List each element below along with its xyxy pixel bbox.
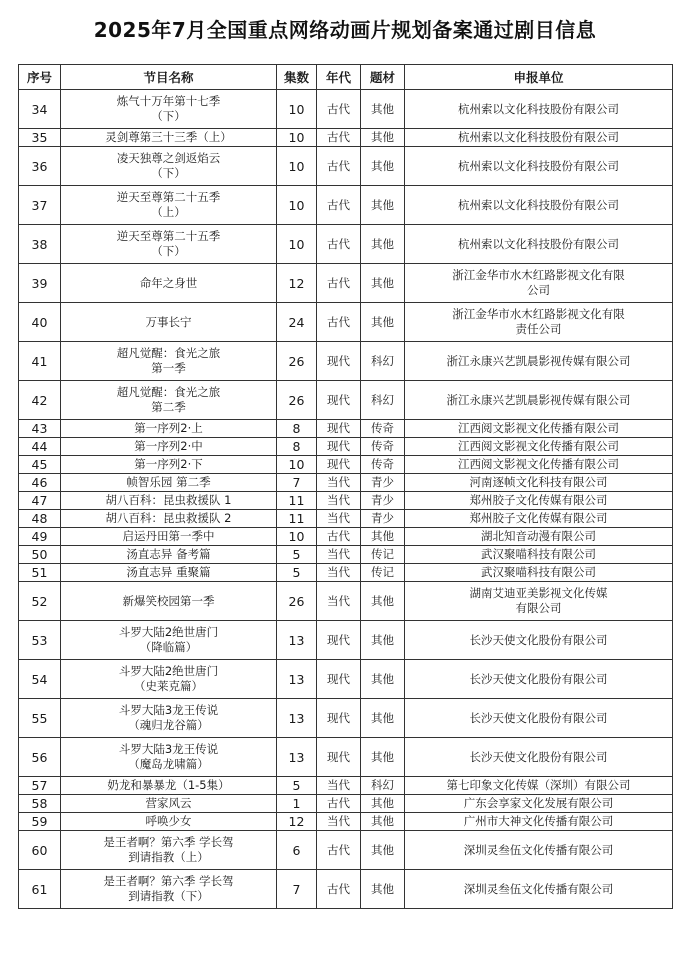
- cell-episodes: 13: [277, 660, 317, 699]
- cell-unit: 长沙天使文化股份有限公司: [405, 660, 673, 699]
- cell-seq: 39: [19, 264, 61, 303]
- table-row: [19, 147, 673, 186]
- cell-name: 第一序列2·上: [61, 420, 277, 438]
- table-row: [19, 129, 673, 147]
- cell-unit: 郑州胶子文化传媒有限公司: [405, 492, 673, 510]
- table-row: [19, 777, 673, 795]
- cell-seq: 45: [19, 456, 61, 474]
- cell-episodes: 5: [277, 546, 317, 564]
- cell-name: 超凡觉醒：食光之旅 第一季: [61, 342, 277, 381]
- cell-genre: 其他: [361, 795, 405, 813]
- header-seq: 序号: [19, 65, 61, 90]
- cell-episodes: 10: [277, 528, 317, 546]
- cell-seq: 48: [19, 510, 61, 528]
- cell-genre: 传奇: [361, 438, 405, 456]
- cell-episodes: 26: [277, 381, 317, 420]
- cell-era: 现代: [317, 738, 361, 777]
- cell-unit: 浙江金华市水木红路影视文化有限 责任公司: [405, 303, 673, 342]
- cell-seq: 36: [19, 147, 61, 186]
- cell-seq: 43: [19, 420, 61, 438]
- cell-era: 古代: [317, 528, 361, 546]
- cell-episodes: 13: [277, 738, 317, 777]
- cell-seq: 47: [19, 492, 61, 510]
- header-genre: 题材: [361, 65, 405, 90]
- cell-era: 现代: [317, 438, 361, 456]
- cell-genre: 传奇: [361, 420, 405, 438]
- cell-unit: 广州市大神文化传播有限公司: [405, 813, 673, 831]
- table-row: [19, 870, 673, 909]
- cell-seq: 51: [19, 564, 61, 582]
- cell-name: 逆天至尊第二十五季 （上）: [61, 186, 277, 225]
- cell-episodes: 10: [277, 456, 317, 474]
- cell-name: 万事长宁: [61, 303, 277, 342]
- cell-seq: 44: [19, 438, 61, 456]
- cell-episodes: 10: [277, 225, 317, 264]
- cell-name: 斗罗大陆2绝世唐门 （史莱克篇）: [61, 660, 277, 699]
- cell-era: 现代: [317, 621, 361, 660]
- table-row: [19, 510, 673, 528]
- table-row: [19, 456, 673, 474]
- cell-seq: 37: [19, 186, 61, 225]
- cell-era: 现代: [317, 660, 361, 699]
- cell-name: 呼唤少女: [61, 813, 277, 831]
- cell-unit: 江西阅文影视文化传播有限公司: [405, 456, 673, 474]
- cell-name: 奶龙和暴暴龙（1-5集）: [61, 777, 277, 795]
- table-row: [19, 90, 673, 129]
- cell-era: 古代: [317, 147, 361, 186]
- cell-name: 超凡觉醒：食光之旅 第二季: [61, 381, 277, 420]
- cell-episodes: 1: [277, 795, 317, 813]
- cell-unit: 浙江永康兴艺凯晨影视传媒有限公司: [405, 381, 673, 420]
- cell-era: 当代: [317, 510, 361, 528]
- cell-name: 新爆笑校园第一季: [61, 582, 277, 621]
- cell-era: 古代: [317, 90, 361, 129]
- cell-era: 当代: [317, 813, 361, 831]
- cell-episodes: 8: [277, 438, 317, 456]
- header-unit: 申报单位: [405, 65, 673, 90]
- cell-genre: 其他: [361, 129, 405, 147]
- header-name: 节目名称: [61, 65, 277, 90]
- header-row: [19, 65, 673, 90]
- cell-genre: 其他: [361, 738, 405, 777]
- cell-seq: 52: [19, 582, 61, 621]
- cell-name: 斗罗大陆3龙王传说 （魂归龙谷篇）: [61, 699, 277, 738]
- records-table: [18, 64, 673, 909]
- cell-seq: 59: [19, 813, 61, 831]
- cell-unit: 郑州胶子文化传媒有限公司: [405, 510, 673, 528]
- cell-episodes: 5: [277, 564, 317, 582]
- cell-genre: 其他: [361, 621, 405, 660]
- cell-era: 现代: [317, 699, 361, 738]
- cell-unit: 江西阅文影视文化传播有限公司: [405, 420, 673, 438]
- cell-episodes: 10: [277, 129, 317, 147]
- table-row: [19, 813, 673, 831]
- cell-era: 古代: [317, 186, 361, 225]
- cell-episodes: 6: [277, 831, 317, 870]
- cell-seq: 40: [19, 303, 61, 342]
- cell-unit: 浙江金华市水木红路影视文化有限 公司: [405, 264, 673, 303]
- cell-name: 胡八百科：昆虫救援队 2: [61, 510, 277, 528]
- cell-genre: 其他: [361, 225, 405, 264]
- cell-episodes: 24: [277, 303, 317, 342]
- cell-era: 当代: [317, 777, 361, 795]
- cell-name: 逆天至尊第二十五季 （下）: [61, 225, 277, 264]
- cell-name: 胡八百科：昆虫救援队 1: [61, 492, 277, 510]
- cell-episodes: 13: [277, 699, 317, 738]
- cell-unit: 长沙天使文化股份有限公司: [405, 699, 673, 738]
- cell-unit: 湖北知音动漫有限公司: [405, 528, 673, 546]
- cell-episodes: 11: [277, 492, 317, 510]
- cell-unit: 江西阅文影视文化传播有限公司: [405, 438, 673, 456]
- table-row: [19, 660, 673, 699]
- cell-era: 古代: [317, 831, 361, 870]
- cell-era: 古代: [317, 264, 361, 303]
- cell-episodes: 12: [277, 264, 317, 303]
- cell-name: 汤直志异 备考篇: [61, 546, 277, 564]
- cell-episodes: 8: [277, 420, 317, 438]
- cell-seq: 58: [19, 795, 61, 813]
- table-body: [19, 90, 673, 909]
- cell-seq: 50: [19, 546, 61, 564]
- cell-seq: 41: [19, 342, 61, 381]
- cell-era: 现代: [317, 456, 361, 474]
- cell-genre: 科幻: [361, 777, 405, 795]
- page-title: 2025年7月全国重点网络动画片规划备案通过剧目信息: [93, 18, 597, 42]
- cell-genre: 其他: [361, 186, 405, 225]
- cell-seq: 38: [19, 225, 61, 264]
- table-row: [19, 438, 673, 456]
- table-row: [19, 546, 673, 564]
- cell-genre: 其他: [361, 264, 405, 303]
- cell-name: 炼气十万年第十七季 （下）: [61, 90, 277, 129]
- cell-episodes: 26: [277, 582, 317, 621]
- table-row: [19, 186, 673, 225]
- cell-unit: 湖南艾迪亚美影视文化传媒 有限公司: [405, 582, 673, 621]
- cell-era: 当代: [317, 546, 361, 564]
- table-row: [19, 528, 673, 546]
- cell-seq: 54: [19, 660, 61, 699]
- cell-genre: 传奇: [361, 456, 405, 474]
- cell-seq: 61: [19, 870, 61, 909]
- cell-name: 第一序列2·中: [61, 438, 277, 456]
- cell-name: 汤直志异 重聚篇: [61, 564, 277, 582]
- cell-era: 当代: [317, 492, 361, 510]
- cell-episodes: 5: [277, 777, 317, 795]
- cell-unit: 长沙天使文化股份有限公司: [405, 621, 673, 660]
- table-row: [19, 420, 673, 438]
- table-row: [19, 831, 673, 870]
- cell-unit: 深圳灵叁伍文化传播有限公司: [405, 831, 673, 870]
- cell-genre: 其他: [361, 147, 405, 186]
- table-row: [19, 303, 673, 342]
- cell-name: 命年之身世: [61, 264, 277, 303]
- table-row: [19, 795, 673, 813]
- cell-genre: 青少: [361, 492, 405, 510]
- cell-name: 营家风云: [61, 795, 277, 813]
- cell-episodes: 13: [277, 621, 317, 660]
- cell-genre: 其他: [361, 813, 405, 831]
- table-row: [19, 582, 673, 621]
- cell-seq: 57: [19, 777, 61, 795]
- header-era: 年代: [317, 65, 361, 90]
- cell-name: 启运丹田第一季中: [61, 528, 277, 546]
- cell-seq: 49: [19, 528, 61, 546]
- table-row: [19, 492, 673, 510]
- cell-name: 灵剑尊第三十三季（上）: [61, 129, 277, 147]
- cell-era: 现代: [317, 420, 361, 438]
- cell-era: 古代: [317, 303, 361, 342]
- cell-seq: 35: [19, 129, 61, 147]
- cell-name: 第一序列2·下: [61, 456, 277, 474]
- table-row: [19, 699, 673, 738]
- cell-era: 现代: [317, 342, 361, 381]
- cell-unit: 长沙天使文化股份有限公司: [405, 738, 673, 777]
- cell-era: 古代: [317, 129, 361, 147]
- cell-name: 是王者啊？第六季 学长驾 到请指教（上）: [61, 831, 277, 870]
- table-row: [19, 225, 673, 264]
- cell-genre: 科幻: [361, 342, 405, 381]
- cell-episodes: 11: [277, 510, 317, 528]
- cell-seq: 56: [19, 738, 61, 777]
- cell-unit: 浙江永康兴艺凯晨影视传媒有限公司: [405, 342, 673, 381]
- table-row: [19, 621, 673, 660]
- cell-name: 是王者啊？第六季 学长驾 到请指教（下）: [61, 870, 277, 909]
- cell-genre: 传记: [361, 564, 405, 582]
- cell-era: 古代: [317, 225, 361, 264]
- cell-episodes: 10: [277, 186, 317, 225]
- cell-genre: 其他: [361, 582, 405, 621]
- cell-episodes: 7: [277, 474, 317, 492]
- cell-unit: 第七印象文化传媒（深圳）有限公司: [405, 777, 673, 795]
- cell-name: 帧智乐园 第二季: [61, 474, 277, 492]
- cell-unit: 杭州索以文化科技股份有限公司: [405, 186, 673, 225]
- cell-genre: 科幻: [361, 381, 405, 420]
- cell-unit: 深圳灵叁伍文化传播有限公司: [405, 870, 673, 909]
- table-row: [19, 474, 673, 492]
- cell-episodes: 26: [277, 342, 317, 381]
- cell-episodes: 10: [277, 90, 317, 129]
- cell-genre: 青少: [361, 474, 405, 492]
- cell-unit: 河南逐帧文化科技有限公司: [405, 474, 673, 492]
- cell-genre: 其他: [361, 90, 405, 129]
- header-episodes: 集数: [277, 65, 317, 90]
- cell-era: 现代: [317, 381, 361, 420]
- cell-seq: 42: [19, 381, 61, 420]
- table-row: [19, 264, 673, 303]
- cell-episodes: 12: [277, 813, 317, 831]
- cell-era: 当代: [317, 474, 361, 492]
- cell-genre: 其他: [361, 831, 405, 870]
- cell-era: 当代: [317, 582, 361, 621]
- cell-unit: 广东会享家文化发展有限公司: [405, 795, 673, 813]
- cell-unit: 杭州索以文化科技股份有限公司: [405, 129, 673, 147]
- cell-episodes: 10: [277, 147, 317, 186]
- cell-name: 斗罗大陆2绝世唐门 （降临篇）: [61, 621, 277, 660]
- cell-genre: 其他: [361, 870, 405, 909]
- cell-era: 当代: [317, 564, 361, 582]
- cell-seq: 55: [19, 699, 61, 738]
- cell-unit: 杭州索以文化科技股份有限公司: [405, 147, 673, 186]
- cell-seq: 53: [19, 621, 61, 660]
- cell-name: 凌天独尊之剑返焰云 （下）: [61, 147, 277, 186]
- cell-unit: 武汉聚喵科技有限公司: [405, 546, 673, 564]
- cell-episodes: 7: [277, 870, 317, 909]
- cell-unit: 杭州索以文化科技股份有限公司: [405, 225, 673, 264]
- cell-name: 斗罗大陆3龙王传说 （魔岛龙啸篇）: [61, 738, 277, 777]
- cell-unit: 武汉聚喵科技有限公司: [405, 564, 673, 582]
- cell-genre: 传记: [361, 546, 405, 564]
- cell-unit: 杭州索以文化科技股份有限公司: [405, 90, 673, 129]
- cell-genre: 其他: [361, 660, 405, 699]
- cell-era: 古代: [317, 870, 361, 909]
- cell-genre: 青少: [361, 510, 405, 528]
- table-row: [19, 342, 673, 381]
- cell-seq: 34: [19, 90, 61, 129]
- cell-genre: 其他: [361, 528, 405, 546]
- table-row: [19, 738, 673, 777]
- table-row: [19, 381, 673, 420]
- cell-era: 古代: [317, 795, 361, 813]
- cell-seq: 46: [19, 474, 61, 492]
- cell-genre: 其他: [361, 303, 405, 342]
- table-row: [19, 564, 673, 582]
- cell-seq: 60: [19, 831, 61, 870]
- cell-genre: 其他: [361, 699, 405, 738]
